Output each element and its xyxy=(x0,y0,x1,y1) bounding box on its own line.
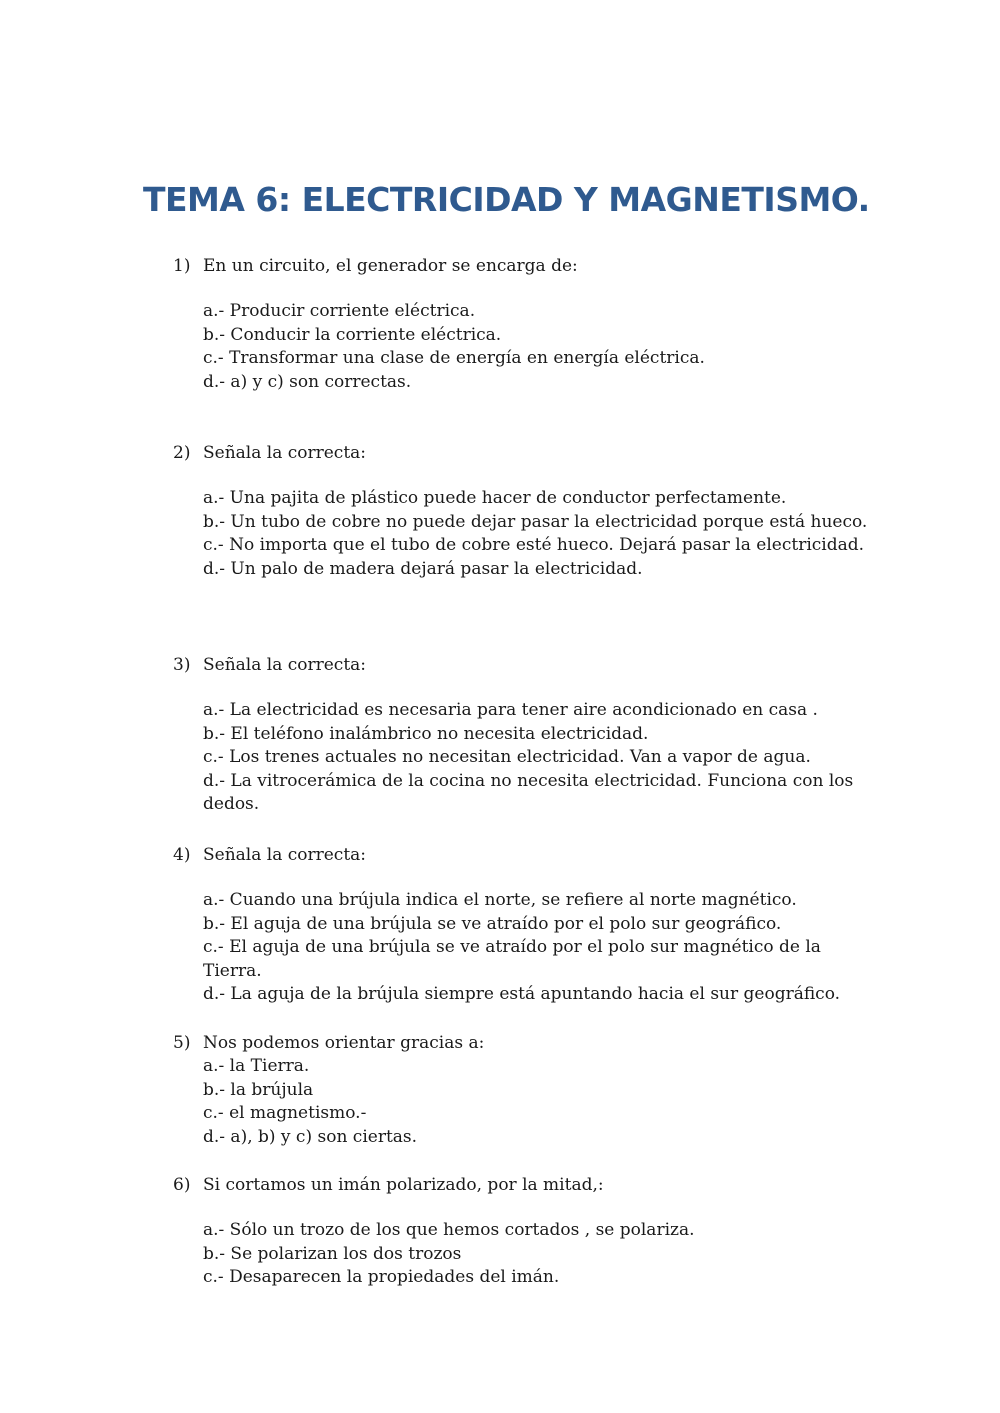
question-3 xyxy=(173,653,873,817)
answer-options xyxy=(203,1055,873,1149)
option-a[interactable]: a.- Cuando una brújula indica el norte, se refiere al norte magnético. xyxy=(203,890,797,910)
question-number: 2) xyxy=(173,443,191,463)
option-c[interactable]: c.- el magnetismo.- xyxy=(203,1103,367,1123)
question-text: Si cortamos un imán polarizado, por la mitad,: xyxy=(203,1175,604,1195)
option-d[interactable]: d.- La aguja de la brújula siempre está apuntando hacia el sur geográfico. xyxy=(203,984,841,1004)
option-c[interactable]: c.- El aguja de una brújula se ve atraído por el polo sur magnético de la Tierra. xyxy=(203,937,821,981)
question-5 xyxy=(173,1031,873,1149)
question-number: 3) xyxy=(173,655,191,675)
question-text: Nos podemos orientar gracias a: xyxy=(203,1033,485,1053)
option-d[interactable]: d.- Un palo de madera dejará pasar la electricidad. xyxy=(203,558,643,579)
option-b[interactable]: b.- El aguja de una brújula se ve atraído por el polo sur geográfico. xyxy=(203,913,782,934)
option-a[interactable]: a.- Producir corriente eléctrica. xyxy=(203,301,476,321)
question-2 xyxy=(173,441,873,581)
answer-options xyxy=(203,487,873,581)
question-text: Señala la correcta: xyxy=(203,443,367,463)
option-c[interactable]: c.- No importa que el tubo de cobre esté hueco. Dejará pasar la electricidad. xyxy=(203,535,865,555)
option-b[interactable]: b.- Conducir la corriente eléctrica. xyxy=(203,324,502,345)
question-4 xyxy=(173,843,873,1007)
question-number: 6) xyxy=(173,1175,191,1195)
option-b[interactable]: b.- Un tubo de cobre no puede dejar pasar la electricidad porque está hueco. xyxy=(203,511,868,532)
answer-options xyxy=(203,889,873,1007)
answer-options xyxy=(203,300,873,394)
answer-options xyxy=(203,699,873,817)
option-b[interactable]: b.- la brújula xyxy=(203,1079,314,1100)
option-a[interactable]: a.- La electricidad es necesaria para tener aire acondicionado en casa . xyxy=(203,700,818,720)
question-number: 5) xyxy=(173,1033,191,1053)
option-a[interactable]: a.- Sólo un trozo de los que hemos cortados , se polariza. xyxy=(203,1220,695,1240)
option-a[interactable]: a.- la Tierra. xyxy=(203,1056,310,1076)
option-d[interactable]: d.- a) y c) son correctas. xyxy=(203,371,412,392)
question-1 xyxy=(173,254,873,394)
question-text: En un circuito, el generador se encarga de: xyxy=(203,256,578,276)
option-d[interactable]: d.- a), b) y c) son ciertas. xyxy=(203,1126,418,1147)
answer-options xyxy=(203,1219,873,1290)
option-b[interactable]: b.- Se polarizan los dos trozos xyxy=(203,1243,462,1264)
question-number: 1) xyxy=(173,256,191,276)
page-title: TEMA 6: ELECTRICIDAD Y MAGNETISMO. xyxy=(143,180,870,219)
question-number: 4) xyxy=(173,845,191,865)
option-a[interactable]: a.- Una pajita de plástico puede hacer de conductor perfectamente. xyxy=(203,488,787,508)
option-c[interactable]: c.- Transformar una clase de energía en energía eléctrica. xyxy=(203,348,705,368)
option-c[interactable]: c.- Desaparecen la propiedades del imán. xyxy=(203,1267,560,1287)
option-d[interactable]: d.- La vitrocerámica de la cocina no necesita electricidad. Funciona con los dedos. xyxy=(203,770,854,814)
question-text: Señala la correcta: xyxy=(203,655,367,675)
question-6 xyxy=(173,1173,873,1290)
option-b[interactable]: b.- El teléfono inalámbrico no necesita electricidad. xyxy=(203,723,649,744)
option-c[interactable]: c.- Los trenes actuales no necesitan electricidad. Van a vapor de agua. xyxy=(203,747,811,767)
question-text: Señala la correcta: xyxy=(203,845,367,865)
